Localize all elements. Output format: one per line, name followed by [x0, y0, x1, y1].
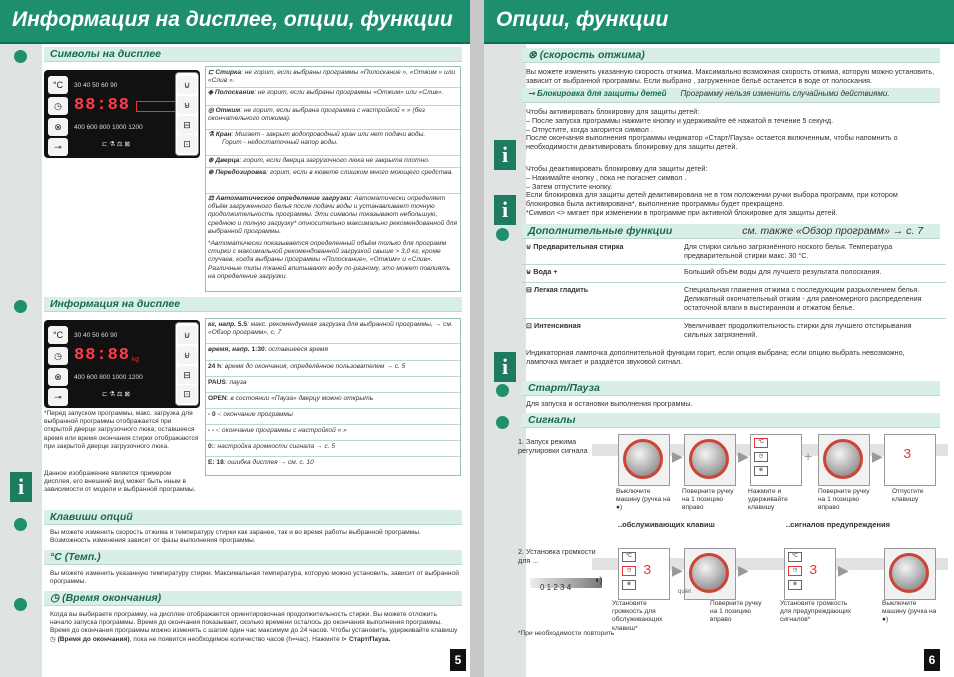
- child-activate: Чтобы активировать блокировку для защиты детей: – После запуска программы нажмите кнопку и удерживайте её нажатой в течение 5 секунд. – Отпустите, когда загорится символ . После окончания выполнения программы индикатор «Старт/Пауза» остается включенным, чтобы напомнить о необходимости деактивировать блокировку для защиты детей.: [526, 107, 898, 152]
- status-symbols: ⊏ ⚗ ⚖ ⊠: [102, 391, 130, 398]
- button-column-2: [618, 548, 670, 600]
- volume-scale: 0 1 2 3 4: [540, 583, 572, 592]
- key-icon[interactable]: ⊸: [48, 138, 68, 156]
- clock-icon[interactable]: ◷: [788, 566, 802, 576]
- status-symbols: ⊏ ⚗ ⚖ ⊠: [102, 141, 130, 148]
- feature-prewash-text: Для стирки сильно загрязнённого ноского белья. Температура предварительной стирки макс. 30 °C.: [684, 242, 893, 260]
- info-row-end-setting: - - -: окончание программы с настройкой « »: [208, 427, 347, 434]
- page-number: 5: [450, 649, 466, 671]
- legend-otzhim: ◎ Отжим: не горит, если выбрана программа с настройкой « » (без окончательного отжима).: [208, 107, 425, 123]
- info-icon: i: [494, 140, 516, 170]
- end-time-text: Когда вы выбираете программу, на дисплее отображается ориентировочная продолжительность стирки. Вы можете отложить начало запуска программы. Время до окончания показывает, сколько времени осталось до окончания выполнения программы. Время до окончания программы можно изменять с шагом один час максимум до 24 часов. Чтобы установить, удерживайте клавишу ◷ (Время до окончания), пока не появится необходимое количество часов (h=час). Нажмите ⊳ Старт/Пауза.: [50, 611, 458, 643]
- intensive-icon[interactable]: ⊡: [177, 385, 197, 403]
- option-buttons: [175, 72, 199, 156]
- feature-iron: ⊟ Легкая гладить: [526, 285, 589, 294]
- clock-icon[interactable]: ◷: [48, 347, 68, 365]
- page-number: 6: [924, 649, 940, 671]
- info-icon: i: [494, 195, 516, 225]
- spin-icon: ⊗: [788, 580, 802, 590]
- clock-icon[interactable]: ◷: [622, 566, 636, 576]
- spin-icon: ⊗: [622, 580, 636, 590]
- temp-scale-2: 30 40 50 60 90: [74, 332, 118, 339]
- options-text: Вы можете изменить скорость отжима и температуру стирки как заранее, так и во время работы выбранной программы. Возможность изменения зависит от фазы выполнения программы.: [50, 529, 421, 545]
- section-bullet-icon: [14, 300, 27, 313]
- section-bullet-icon: [14, 50, 27, 63]
- legend-dver: ⊕ Дверца: горит, если дверца загрузочного люка не закрыта плотно.: [208, 157, 430, 164]
- knob-frame-4: [684, 548, 736, 600]
- legend-kran-2: Горит - недостаточный напор воды.: [222, 139, 338, 146]
- info-row-volume: 0:: настройка громкости сигнала → с. 5: [208, 443, 336, 450]
- section-bullet-icon: [496, 228, 509, 241]
- section-heading: Дополнительные функции см. также «Обзор программ» → с. 7: [522, 224, 940, 239]
- seven-seg-display: 88:88: [74, 96, 131, 115]
- temp-button: °C: [622, 552, 636, 562]
- unit-kg: kg: [132, 356, 139, 363]
- volume-digit: 3: [809, 563, 818, 579]
- knob-5[interactable]: [889, 553, 929, 593]
- temp-button: °C: [788, 552, 802, 562]
- spin-icon[interactable]: ⊗: [48, 118, 68, 136]
- key-icon[interactable]: ⊸: [48, 388, 68, 406]
- feature-iron-text: Специальная глажения отжима с последующим разрыхлением белья. Деликатный окончательный отжим - для равномерного распределения остаточной влаги в выстиранном и отжатом белье.: [684, 285, 922, 312]
- knob-4[interactable]: [689, 553, 729, 593]
- iron-icon[interactable]: ⊟: [177, 116, 197, 134]
- section-heading: Клавиши опций: [44, 510, 462, 525]
- feature-water: ⊌ Вода +: [526, 267, 558, 276]
- spin-icon: ⊗: [754, 466, 768, 476]
- feature-water-text: Больший объём воды для лучшего результата полоскания.: [684, 267, 882, 276]
- button-column-1: [750, 434, 802, 486]
- info-row-24h: 24 h: время до окончания, определённое пользователем → с. 5: [208, 363, 406, 370]
- water-plus-icon[interactable]: ⊌: [177, 96, 197, 114]
- signals-step2: 2. Установка громкости для ...: [518, 547, 596, 565]
- temp-button[interactable]: °C: [754, 438, 768, 448]
- section-bullet-icon: [14, 598, 27, 611]
- intensive-icon[interactable]: ⊡: [177, 135, 197, 153]
- clock-icon[interactable]: ◷: [48, 97, 68, 115]
- section-heading: Старт/Пауза: [522, 381, 940, 396]
- spin-scale: 400 600 800 1000 1200: [74, 124, 143, 131]
- step1-caption-d: Поверните ручку на 1 позицию вправо: [818, 488, 870, 512]
- knob-2[interactable]: [689, 439, 729, 479]
- step2-caption-c: Установите громкость для предупреждающих сигналов*: [780, 600, 852, 624]
- spin-text: Вы можете изменить указанную скорость отжима. Максимально возможная скорость отжима, которую можно установить, зависит от выбранной программы. Если выбрано , загруженное бельё останется в воде от полоскания.: [526, 67, 935, 85]
- info-icon: i: [10, 472, 32, 502]
- info-row-pause: PAUS: пауза: [208, 379, 247, 386]
- step1-caption-a: Выключите машину (ручка на ●): [616, 488, 671, 512]
- step2-caption-d: Выключите машину (ручка на ●): [882, 600, 937, 624]
- section-bullet-icon: [496, 384, 509, 397]
- legend-polosk: ◈ Полоскание: не горит, если выбраны программы «Отжим» или «Слив».: [208, 89, 444, 96]
- child-deactivate: Чтобы деактивировать блокировку для защиты детей: – Нажимайте кнопку , пока не погаснет символ . – Затем отпустите кнопку. Если блокировка для защиты детей деактивирована не в том положении ручки выбора программ, при котором блокировка была активирована*, выполнение программы будет прекращено. *Символ <> мигает при изменении в программе при активной блокировке для защиты детей.: [526, 164, 898, 217]
- section-heading: Информация на дисплее: [44, 297, 462, 312]
- display-note-2: Данное изображение является примером дисплея, его внешний вид может быть иным в зависимости от модели и выбранной программы.: [44, 470, 196, 494]
- info-row-open: OPEN: в состоянии «Пауза» дверцу можно открыть: [208, 395, 374, 402]
- knob-frame-5: [884, 548, 936, 600]
- left-page: [0, 0, 470, 677]
- legend-auto-note: *Автоматически показывается определенный объём только для программ стирки с максимальной рекомендованной загрузкой свыше > 3,0 кг, кроме случаев, когда выбраны программы «Полоскание», «Отжим» и «Слив». Различные типы тканей впитывают воду по-разному, это может повлиять на определение загрузки.: [208, 240, 451, 280]
- load-indicator: [136, 101, 176, 112]
- water-plus-icon[interactable]: ⊌: [177, 346, 197, 364]
- footnote: *При необходимости повторить: [518, 630, 615, 637]
- info-row-error: E: 18: ошибка дисплея → см. с. 10: [208, 459, 314, 466]
- section-heading: Символы на дисплее: [44, 47, 462, 62]
- start-pause-text: Для запуска и остановки выполнения программы.: [526, 399, 693, 408]
- knob-frame-3: [818, 434, 870, 486]
- section-bullet-icon: [496, 416, 509, 429]
- step2-caption-b: Поверните ручку на 1 позицию вправо: [710, 600, 762, 624]
- knob-3[interactable]: [823, 439, 863, 479]
- quiet-label: quiet: [678, 589, 692, 595]
- step2-warn-head: ..сигналов предупреждения: [786, 520, 890, 529]
- temp-button-2[interactable]: °C: [48, 326, 68, 344]
- seven-seg-display-2: 88:88: [74, 346, 131, 365]
- clock-icon: ◷: [754, 452, 768, 462]
- legend-kran: ⚗ Кран: Мигает - закрыт водопроводный кран или нет подачи воды.: [208, 131, 426, 138]
- prewash-icon[interactable]: ⊍: [177, 326, 197, 344]
- info-row-kg: кг, напр. 5.5: макс. рекомендуемая загрузка для выбранной программы, → см. «Обзор программ», с. 7: [208, 321, 453, 337]
- info-row-end: - 0 -: окончание программы: [208, 411, 293, 418]
- step1-caption-b: Поверните ручку на 1 позицию вправо: [682, 488, 734, 512]
- info-icon: i: [494, 352, 516, 382]
- step1-caption-c: Нажмите и удерживайте клавишу: [748, 488, 788, 512]
- info-row-time: время, напр. 1:30: оставшееся время: [208, 346, 328, 353]
- legend-stirka: ⊏ Стирка: не горит, если выбраны программы «Полоскание », «Отжим » или «Слив ».: [208, 69, 456, 85]
- temp-scale: 30 40 50 60 90: [74, 82, 118, 89]
- temp-button[interactable]: °C: [48, 76, 68, 94]
- legend-pere: ⊛ Передозировка: горит, если в кювете слишком много моющего средства.: [208, 169, 454, 176]
- section-heading: ◷ (Время окончания): [44, 591, 462, 606]
- speaker-icon: ◖): [594, 575, 603, 585]
- feature-intensive-text: Увеличивает продолжительность стирки для лучшего отстирывания сильных загрязнений.: [684, 321, 912, 339]
- display-frame-1: [884, 434, 936, 486]
- page-title-right: Опции, функции: [484, 0, 954, 44]
- step1-caption-e: Отпустите клавишу: [892, 488, 924, 504]
- feature-info: Индикаторная лампочка дополнительной функции горит, если опция выбрана; если опцию выбрать невозможно, лампочка мигает и раздаётся звуковой сигнал.: [526, 348, 905, 366]
- step2-caption-a: Установите громкость для обслуживающих клавиш*: [612, 600, 663, 632]
- left-strip: [0, 44, 42, 677]
- temp-text: Вы можете изменить указанную температуру стирки. Максимальная температура, которую можно установить, зависит от выбранной программы.: [50, 570, 459, 586]
- knob-frame-1: [618, 434, 670, 486]
- feature-intensive: ⊡ Интенсивная: [526, 321, 581, 330]
- volume-digit: 3: [903, 447, 912, 463]
- section-bullet-icon: [14, 518, 27, 531]
- child-lock-bar: ⊸ Блокировка для защиты детей Программу нельзя изменить случайными действиями.: [522, 88, 940, 103]
- section-heading: °C (Темп.): [44, 550, 462, 565]
- section-heading: Сигналы: [522, 413, 940, 428]
- spin-scale-2: 400 600 800 1000 1200: [74, 374, 143, 381]
- page-title: Информация на дисплее, опции, функции: [0, 0, 470, 44]
- knob-frame-2: [684, 434, 736, 486]
- iron-icon[interactable]: ⊟: [177, 366, 197, 384]
- section-heading: ⊗ (скорость отжима): [522, 48, 940, 63]
- spin-icon[interactable]: ⊗: [48, 368, 68, 386]
- prewash-icon[interactable]: ⊍: [177, 76, 197, 94]
- option-buttons-2: [175, 322, 199, 406]
- signals-step1: 1. Запуск режима регулировки сигнала: [518, 437, 588, 455]
- right-page: Опции, функции ⊗ (скорость отжима) Вы можете изменить указанную скорость отжима. Максимально возможная скорость отжима, которую можно установить, зависит от выбранной программы. Если выбрано , загруженное бельё останется в воде от полоскания. ⊸ Блокировка для защиты детей Программу нельзя изменить случайными действиями. i Чтобы активировать блокировку для защиты детей: – После запуска программы нажмите кнопку и удерживайте её нажатой в течение 5 секунд. – Отпустите, когда загорится символ . После окончания выполнения программы индикатор «Старт/Пауза» остается включенным, чтобы напомнить о необходимости деактивировать блокировку для защиты детей. i Чтобы деактивировать блокировку для защиты детей: – Нажимайте кнопку , пока не погаснет символ . – Затем отпустите кнопку. Если блокировка для защиты детей деактивирована не в том положении ручки выбора программ, при котором блокировка была активирована*, выполнение программы будет прекращено. *Символ <> мигает при изменении в программе при активной блокировке для защиты детей. Дополнительные функции см. также «Обзор программ» → с. 7 ⊍ Предварительная стирка Для стирки сильно загрязнённого ноского белья. Температура предварительной стирки макс. 30 °C. ⊌ Вода + Больший объём воды для лучшего результата полоскания. ⊟ Легкая гладить Специальная глажения отжима с последующим разрыхлением белья. Деликатный окончательный отжим - для равномерного распределения остаточной влаги в выстиранном и отжатом белье. ⊡ Интенсивная Увеличивает продолжительность стирки для лучшего отстирывания сильных загрязнений. i Индикаторная лампочка дополнительной функции горит, если опция выбрана; если опцию выбрать невозможно, лампочка мигает и раздаётся звуковой сигнал. Старт/Пауза Для запуска и остановки выполнения программы. Сигналы 1. Запуск режима регулировки сигнала ▶ ▶ °C ◷ ⊗ + ▶ 3 Выключите машину (ручка на ●) Поверните ручку на 1 позицию вправо Нажмите и удерживайте клавишу Поверните ручку на 1 позицию вправо Отпустите клавишу ..обслуживающих клавиш ..сигналов предупреждения 2. Установка громкости для ... 0 1 2 3 4 ◖) °C ◷ ⊗ 3 ▶ ▶ °C ◷ ⊗ 3 ▶ quiet Установите громкость для обслуживающих клавиш* Поверните ручку на 1 позицию вправо Установите громкость для предупреждающих сигналов* Выключите машину (ручка на ●) *При необходимости повторить 6: [484, 0, 954, 677]
- button-column-3: [784, 548, 836, 600]
- display-note: *Перед запуском программы, макс. загрузка для выбранной программы отображается при открытой дверце загрузочного люка; оставшееся время или время окончания стирки отображаются при закрытой дверце загрузочного люка.: [44, 410, 199, 450]
- knob-1[interactable]: [623, 439, 663, 479]
- step2-keys-head: ..обслуживающих клавиш: [618, 520, 715, 529]
- volume-digit: 3: [643, 563, 652, 579]
- legend-auto: ⚖ Автоматическое определение загрузки: Автоматически определяет объём загруженного белья после подачи воды и устанавливает точную продолжительность программы. Эти символы показывают небольшую, среднюю и полную загрузку* относительно максимально рекомендованной для выбранной программы.: [208, 195, 457, 235]
- feature-prewash: ⊍ Предварительная стирка: [526, 242, 624, 251]
